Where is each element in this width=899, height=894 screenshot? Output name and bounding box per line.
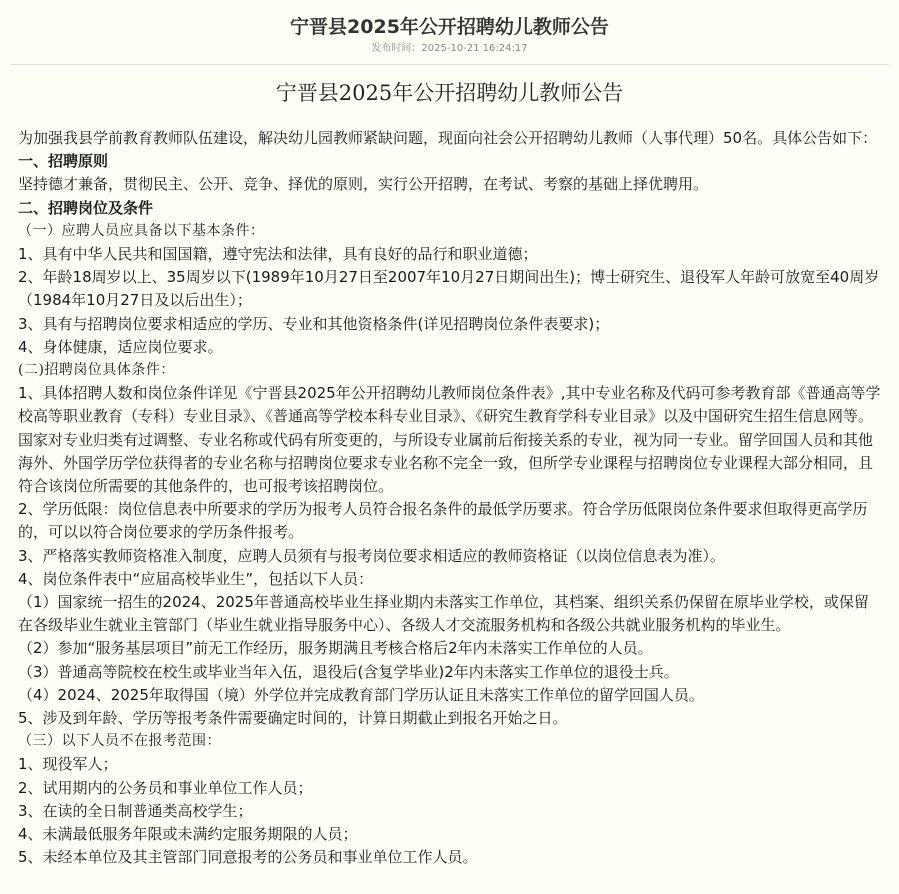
list-item: （2）参加“服务基层项目”前无工作经历，服务期满且考核合格后2年内未落实工作单位的人员。 xyxy=(18,639,653,658)
list-item: 4、身体健康，适应岗位要求。 xyxy=(18,337,223,356)
list-item: 5、未经本单位及其主管部门同意报考的公务员和事业单位工作人员。 xyxy=(18,848,478,867)
list-item: （3）普通高等院校在校生或毕业当年入伍，退役后(含复学毕业)2年内未落实工作单位的退役士兵。 xyxy=(18,662,679,681)
subsection-heading: （一）应聘人员应具备以下基本条件： xyxy=(18,222,265,239)
header-divider xyxy=(10,64,889,65)
paragraph: 坚持德才兼备，贯彻民主、公开、竞争、择优的原则，实行公开招聘，在考试、考察的基础上择优聘用。 xyxy=(18,175,709,194)
list-item: 3、在读的全日制普通类高校学生； xyxy=(18,801,253,820)
list-item: 2、年龄18周岁以上、35周岁以下(1989年10月27日至2007年10月27日期间出生)；博士研究生、退役军人年龄可放宽至40周岁（1984年10月27日及以后出生）； xyxy=(18,268,880,310)
list-item: 4、未满最低服务年限或未满约定服务期限的人员； xyxy=(18,825,358,844)
list-item: 4、岗位条件表中“应届高校毕业生”，包括以下人员： xyxy=(18,569,374,588)
subsection-heading: (二)招聘岗位具体条件： xyxy=(18,362,175,379)
list-item: 2、试用期内的公务员和事业单位工作人员； xyxy=(18,778,313,797)
publish-label: 发布时间： xyxy=(371,43,422,54)
section-heading: 一、招聘原则 xyxy=(18,152,109,171)
list-item: 3、严格落实教师资格准入制度，应聘人员须有与报考岗位要求相适应的教师资格证（以岗位信息表为准）。 xyxy=(18,546,726,565)
page-title: 宁晋县2025年公开招聘幼儿教师公告 xyxy=(290,16,609,38)
list-item: 1、具体招聘人数和岗位条件详见《宁晋县2025年公开招聘幼儿教师岗位条件表》,其中专业名称及代码可参考教育部《普通高等学校高等职业教育（专科）专业目录》、《普通高等学校本科专业目录》、《研究生教育学科专业目录》以及中国研究生招生信息网等。国家对专业归类有过调整、专业名称或代码有所变更的，与所设专业属前后衔接关系的专业，视为同一专业。留学回国人员和其他海外、外国学历学位获得者的专业名称与招聘岗位要求专业名称不完全一致，但所学专业课程与招聘岗位专业课程大部分相同，且符合该岗位所需要的其他条件的，也可报考该招聘岗位。 xyxy=(18,384,881,496)
publish-time: 2025-10-21 16:24:17 xyxy=(421,43,528,54)
list-item: （1）国家统一招生的2024、2025年普通高校毕业生择业期内未落实工作单位，其档案、组织关系仍保留在原毕业学校，或保留在各级毕业生就业主管部门（毕业生就业指导服务中心）、各级人才交流服务机构和各级公共就业服务机构的毕业生。 xyxy=(18,593,869,635)
publish-info xyxy=(0,42,899,56)
list-item: 1、具有中华人民共和国国籍，遵守宪法和法律，具有良好的品行和职业道德； xyxy=(18,245,538,264)
subsection-heading: （三）以下人员不在报考范围： xyxy=(18,733,221,750)
section-heading: 二、招聘岗位及条件 xyxy=(18,198,154,217)
list-item: 2、学历低限：岗位信息表中所要求的学历为报考人员符合报名条件的最低学历要求。符合学历低限岗位条件要求但取得更高学历的，可以以符合岗位要求的学历条件报考。 xyxy=(18,500,868,542)
article-body xyxy=(0,127,899,870)
list-item: 3、具有与招聘岗位要求相适应的学历、专业和其他资格条件(详见招聘岗位条件表要求)； xyxy=(18,314,610,333)
list-item: （4）2024、2025年取得国（境）外学位并完成教育部门学历认证且未落实工作单位的留学回国人员。 xyxy=(18,685,704,704)
list-item: 1、现役军人； xyxy=(18,755,118,774)
intro-paragraph: 为加强我县学前教育教师队伍建设，解决幼儿园教师紧缺问题，现面向社会公开招聘幼儿教师（人事代理）50名。具体公告如下： xyxy=(18,129,878,147)
article-title: 宁晋县2025年公开招聘幼儿教师公告 xyxy=(275,81,624,105)
list-item: 5、涉及到年龄、学历等报考条件需要确定时间的，计算日期截止到报名开始之日。 xyxy=(18,709,568,728)
page-header xyxy=(0,0,899,56)
